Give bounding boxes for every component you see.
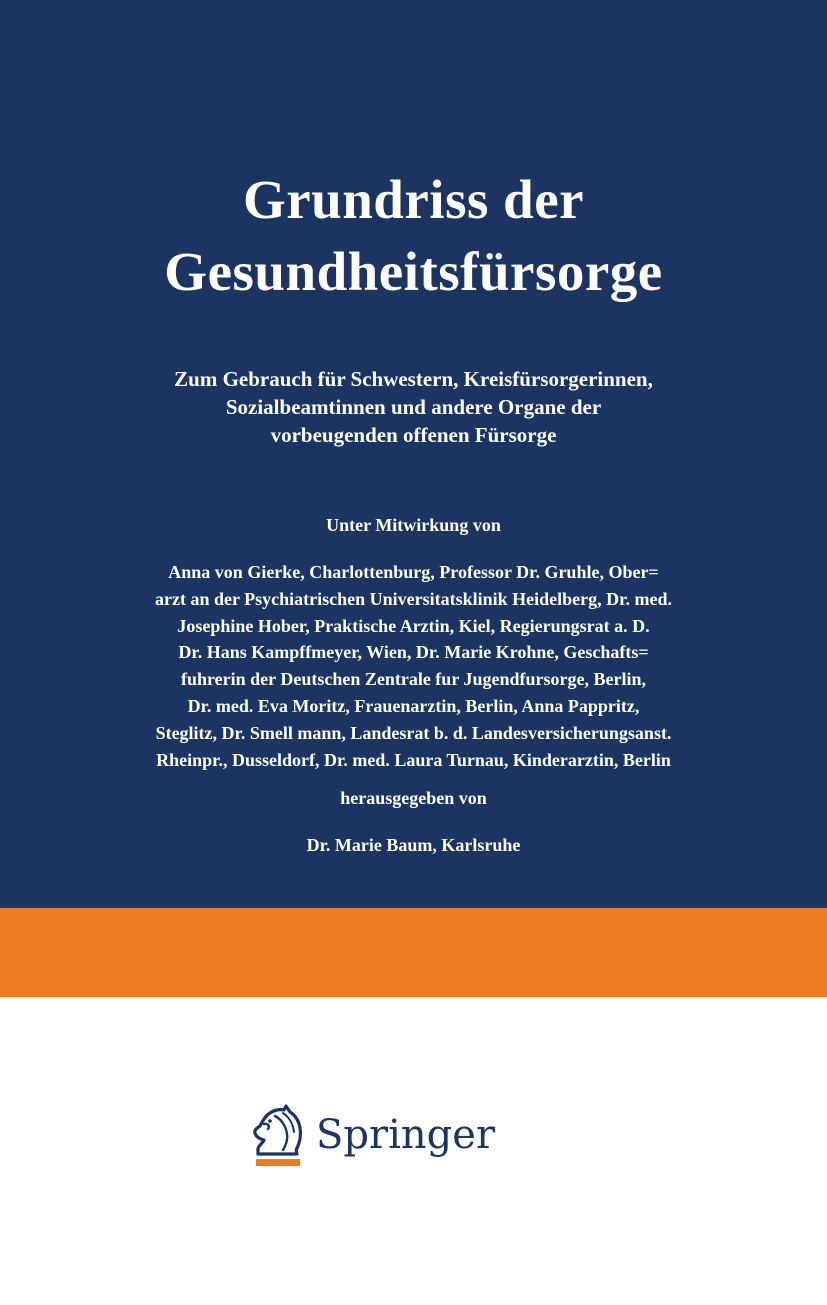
publisher-name: Springer [316, 1112, 496, 1158]
contributors-line: fuhrerin der Deutschen Zentrale fur Jugendfursorge, Berlin, [181, 669, 646, 690]
title-line: Gesundheitsfürsorge [164, 241, 663, 302]
publisher-logo [250, 1104, 510, 1174]
book-title [0, 164, 827, 308]
contributors-line: Rheinpr., Dusseldorf, Dr. med. Laura Turnau, Kinderarztin, Berlin [156, 749, 671, 770]
contributors-line: arzt an der Psychiatrischen Universitatsklinik Heidelberg, Dr. med. [155, 588, 672, 609]
editor-name: Dr. Marie Baum, Karlsruhe [306, 835, 521, 855]
contributors-list [0, 559, 827, 773]
subtitle-line: vorbeugenden offenen Fürsorge [270, 423, 557, 447]
subtitle-line: Zum Gebrauch für Schwestern, Kreisfürsorgerinnen, [174, 367, 653, 391]
contributors-line: Josephine Hober, Praktische Arztin, Kiel, Regierungsrat a. D. [177, 615, 650, 636]
contributors-line: Dr. Hans Kampffmeyer, Wien, Dr. Marie Krohne, Geschafts= [178, 642, 649, 663]
book-subtitle [0, 365, 827, 449]
contributors-line: Anna von Gierke, Charlottenburg, Professor Dr. Gruhle, Ober= [168, 562, 659, 582]
title-line: Grundriss der [242, 169, 585, 230]
cover-orange-band [0, 908, 827, 997]
contributors-line: Dr. med. Eva Moritz, Frauenarztin, Berlin, Anna Pappritz, [187, 695, 640, 716]
contributors-line: Steglitz, Dr. Smell mann, Landesrat b. d. Landesversicherungsanst. [155, 722, 672, 743]
chess-knight-icon [250, 1104, 306, 1170]
cooperation-heading: Unter Mitwirkung von [326, 515, 501, 535]
editor-heading: herausgegeben von [340, 788, 487, 808]
subtitle-line: Sozialbeamtinnen und andere Organe der [225, 395, 602, 419]
